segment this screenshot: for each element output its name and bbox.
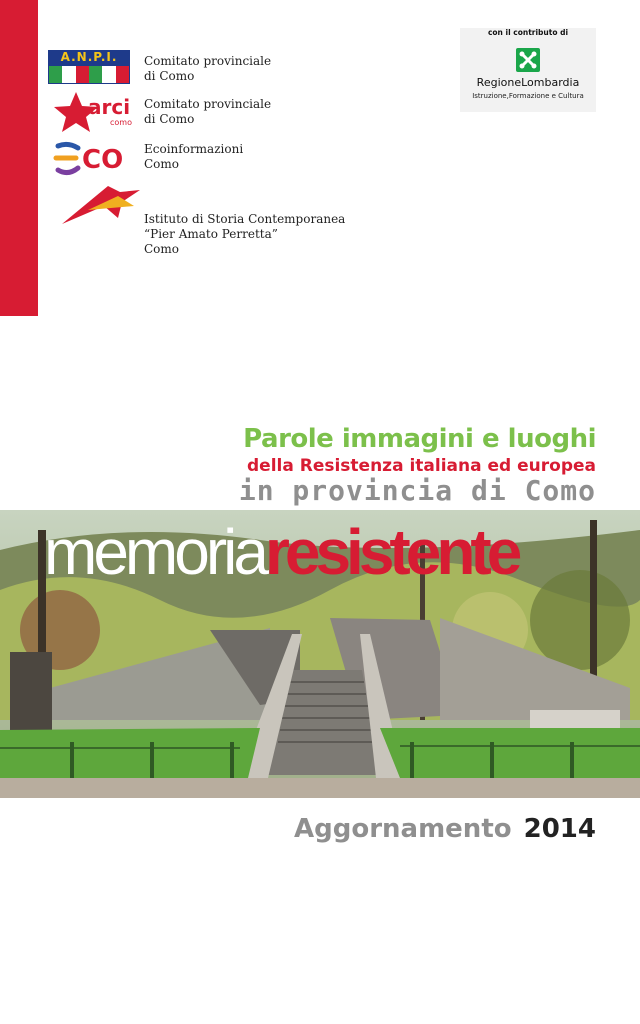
sponsor-caption: con il contributo di	[487, 28, 569, 37]
org-anpi-text: Comitato provinciale di Como	[144, 54, 272, 83]
italian-flag-icon	[48, 65, 130, 84]
org-ecoinformazioni-text: Ecoinformazioni Como	[144, 142, 244, 171]
ecoinformazioni-logo-icon	[48, 138, 138, 180]
red-side-band	[0, 0, 38, 316]
ecoinformazioni-logo-text: CO	[82, 145, 124, 175]
update-line	[294, 814, 596, 844]
anpi-logo-text: A.N.P.I.	[48, 50, 130, 65]
istituto-logo-icon	[48, 180, 144, 228]
regione-lombardia-icon	[516, 48, 540, 72]
update-label: Aggornamento	[294, 814, 512, 844]
banner-word-memoria: memoria	[44, 516, 265, 588]
update-year: 2014	[523, 814, 596, 844]
title-line-2: della Resistenza italiana ed europea	[247, 456, 596, 476]
arci-logo-sub: como	[110, 118, 132, 127]
title-line-3: in provincia di Como	[238, 474, 596, 507]
sponsor-name: RegioneLombardia	[476, 76, 580, 89]
title-line-1: Parole immagini e luoghi	[243, 424, 596, 454]
banner-title	[44, 516, 518, 588]
org-istituto-text: Istituto di Storia Contemporanea “Pier Amato Perretta” Como	[144, 212, 346, 256]
sponsor-subtitle: Istruzione,Formazione e Cultura	[472, 92, 584, 100]
anpi-logo	[48, 50, 130, 86]
arci-logo-text: arci	[88, 95, 131, 119]
sponsor-regione-lombardia	[460, 28, 596, 112]
arci-star-icon	[48, 90, 138, 134]
org-arci-text: Comitato provinciale di Como	[144, 97, 272, 126]
banner-word-resistente: resistente	[264, 516, 518, 588]
